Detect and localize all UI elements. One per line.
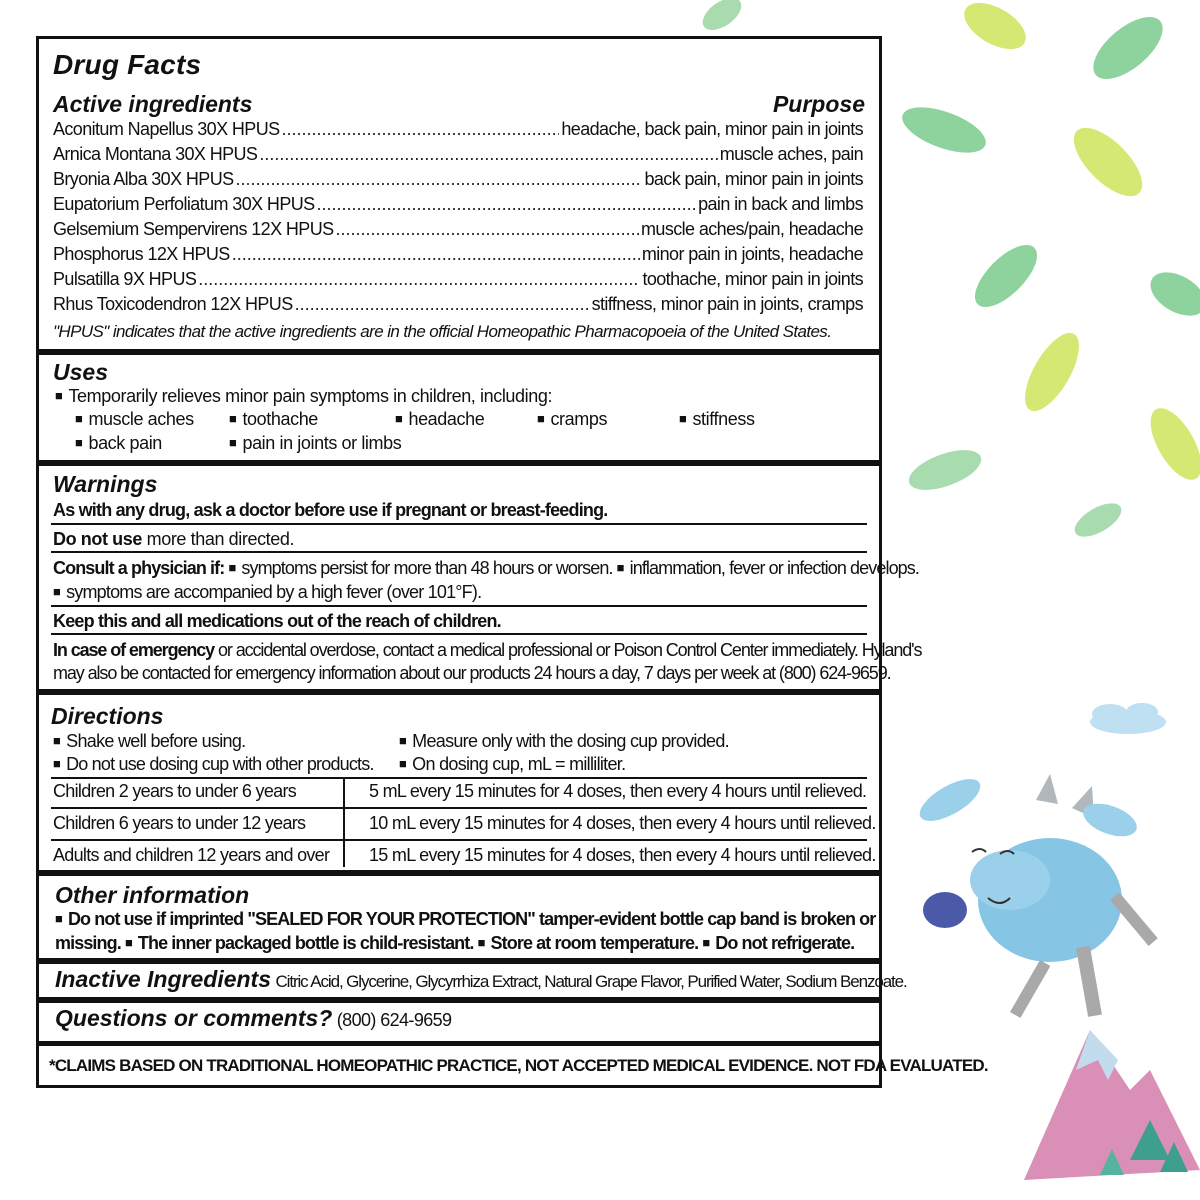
ingredient-row: [53, 194, 863, 219]
directions-heading: Directions: [51, 703, 164, 729]
warning-divider: [51, 523, 867, 525]
warning-keep-away: Keep this and all medications out of the reach of children.: [53, 611, 501, 631]
ingredient-name: Pulsatilla 9X HPUS: [53, 269, 197, 289]
dosage-row-divider: [51, 839, 867, 841]
uses-item: ■ cramps: [537, 409, 607, 430]
ingredient-purpose: back pain, minor pain in joints: [644, 169, 863, 189]
direction-bullet: ■ Measure only with the dosing cup provided.: [399, 731, 729, 752]
ingredient-name: Aconitum Napellus 30X HPUS: [53, 119, 280, 139]
ingredient-row: [53, 144, 863, 169]
section-divider: [39, 870, 879, 876]
active-ingredients-heading: Active ingredients: [53, 91, 253, 117]
other-info-text: ■ Do not refrigerate.: [702, 933, 854, 953]
drug-facts-panel: [36, 36, 922, 1044]
ingredient-purpose: muscle aches, pain: [719, 144, 863, 164]
ingredient-name: Gelsemium Sempervirens 12X HPUS: [53, 219, 334, 239]
warning-do-not-use: [53, 529, 294, 550]
dosage-table-border: [51, 777, 867, 779]
mountain-illustration: [1024, 1030, 1200, 1180]
ingredient-row: [53, 244, 863, 269]
leaf-icon: [697, 0, 747, 36]
warning-consult-label: Consult a physician if:: [53, 558, 225, 578]
dosage-age: Children 2 years to under 6 years: [53, 781, 297, 801]
dosage-table-divider: [343, 779, 345, 867]
disclaimer-box: [36, 1043, 988, 1088]
questions-heading: Questions or comments?: [55, 1005, 333, 1031]
ingredient-purpose: muscle aches/pain, headache: [641, 219, 863, 239]
leaf-icon: [1014, 325, 1089, 419]
ingredient-row: [53, 219, 863, 244]
warning-emergency-line2: may also be contacted for emergency information about our products 24 hours a day, 7 days per week at (800) 624-9659.: [53, 663, 891, 683]
leaf-icon: [1063, 117, 1154, 208]
leaf-icon: [1083, 6, 1173, 91]
other-info-text: ■ Store at room temperature.: [478, 933, 699, 953]
other-info-line: [55, 933, 854, 954]
leaf-icon: [896, 98, 991, 162]
leaf-icon: [1069, 497, 1126, 544]
section-divider: [39, 958, 879, 964]
ingredient-list: [53, 119, 863, 319]
warning-consult: [53, 558, 919, 579]
direction-bullet: ■ Shake well before using.: [53, 731, 245, 752]
other-info-line: ■ Do not use if imprinted "SEALED FOR YOUR PROTECTION" tamper-evident bottle cap band is broken or: [55, 909, 875, 930]
dosage-age: Adults and children 12 years and over: [53, 845, 330, 865]
dosage-age: Children 6 years to under 12 years: [53, 813, 306, 833]
other-info-text: ■ The inner packaged bottle is child-resistant.: [125, 933, 474, 953]
section-divider: [39, 997, 879, 1003]
uses-item: ■ back pain: [75, 433, 162, 454]
warning-do-not-use-text: more than directed.: [146, 529, 295, 549]
warning-divider: [51, 605, 867, 607]
warnings-heading: Warnings: [53, 471, 158, 497]
uses-item: ■ pain in joints or limbs: [229, 433, 401, 454]
uses-item: ■ headache: [395, 409, 484, 430]
ingredient-purpose: toothache, minor pain in joints: [642, 269, 863, 289]
ingredient-purpose: stiffness, minor pain in joints, cramps: [591, 294, 863, 314]
warning-emergency-text: or accidental overdose, contact a medical professional or Poison Control Center immediately. Hyland's: [218, 640, 922, 660]
inactive-ingredients: [55, 966, 907, 993]
warning-divider: [51, 551, 867, 553]
ingredient-purpose: minor pain in joints, headache: [641, 244, 863, 264]
inactive-ingredients-text: Citric Acid, Glycerine, Glycyrrhiza Extract, Natural Grape Flavor, Purified Water, Sodium Benzoate.: [275, 972, 907, 991]
section-divider: [39, 460, 879, 466]
leaf-icon: [965, 235, 1047, 317]
ingredient-purpose: pain in back and limbs: [698, 194, 863, 214]
warning-do-not-use-label: Do not use: [53, 529, 142, 549]
leaf-icon: [904, 442, 986, 498]
warning-consult-item: ■ symptoms are accompanied by a high fever (over 101°F).: [53, 582, 481, 603]
other-info-text: missing.: [55, 933, 121, 953]
ingredient-row: [53, 269, 863, 294]
questions-phone: (800) 624-9659: [336, 1010, 452, 1030]
ingredient-row: [53, 119, 863, 144]
cloud-icon: [1090, 703, 1166, 734]
warning-emergency: [53, 640, 921, 661]
warning-consult-item: ■ inflammation, fever or infection develops.: [617, 558, 919, 578]
dosage-amount: 5 mL every 15 minutes for 4 doses, then every 4 hours until relieved.: [369, 781, 867, 801]
ingredient-name: Arnica Montana 30X HPUS: [53, 144, 258, 164]
ingredient-name: Eupatorium Perfoliatum 30X HPUS: [53, 194, 315, 214]
leaf-icon: [1143, 263, 1200, 324]
disclaimer-text: *CLAIMS BASED ON TRADITIONAL HOMEOPATHIC PRACTICE, NOT ACCEPTED MEDICAL EVIDENCE. NOT FDA EVALUATED.: [49, 1056, 988, 1075]
uses-heading: Uses: [53, 359, 108, 385]
warning-pregnancy: As with any drug, ask a doctor before use if pregnant or breast-feeding.: [53, 500, 608, 520]
section-divider: [39, 689, 879, 695]
leaf-icon: [1140, 400, 1200, 487]
dosage-amount: 15 mL every 15 minutes for 4 doses, then every 4 hours until relieved.: [369, 845, 876, 865]
warning-divider: [51, 633, 867, 635]
ingredient-purpose: headache, back pain, minor pain in joints: [561, 119, 863, 139]
direction-bullet: ■ Do not use dosing cup with other products.: [53, 754, 374, 775]
ingredient-name: Bryonia Alba 30X HPUS: [53, 169, 234, 189]
uses-item: ■ stiffness: [679, 409, 755, 430]
active-ingredients-header: [53, 91, 865, 119]
dosage-row-divider: [51, 807, 867, 809]
warning-emergency-label: In case of emergency: [53, 640, 215, 660]
dosage-amount: 10 mL every 15 minutes for 4 doses, then every 4 hours until relieved.: [369, 813, 876, 833]
direction-bullet: ■ On dosing cup, mL = milliliter.: [399, 754, 625, 775]
ingredient-name: Phosphorus 12X HPUS: [53, 244, 230, 264]
section-divider: [39, 349, 879, 355]
hpus-note: "HPUS" indicates that the active ingredients are in the official Homeopathic Pharmacopoeia of the United States.: [53, 322, 832, 341]
leaf-icon: [957, 0, 1034, 59]
inactive-ingredients-heading: Inactive Ingredients: [55, 966, 272, 992]
uses-item: ■ muscle aches: [75, 409, 194, 430]
warning-consult-item: ■ symptoms persist for more than 48 hours or worsen.: [228, 558, 612, 578]
purpose-heading: Purpose: [772, 91, 865, 117]
other-info-heading: Other information: [55, 882, 250, 908]
uses-intro: ■ Temporarily relieves minor pain symptoms in children, including:: [55, 386, 552, 407]
ingredient-row: [53, 169, 863, 194]
uses-item: ■ toothache: [229, 409, 318, 430]
ingredient-name: Rhus Toxicodendron 12X HPUS: [53, 294, 293, 314]
goat-illustration: [914, 771, 1158, 1018]
panel-title: Drug Facts: [53, 49, 202, 80]
ingredient-row: [53, 294, 863, 319]
questions-line: [55, 1005, 451, 1032]
